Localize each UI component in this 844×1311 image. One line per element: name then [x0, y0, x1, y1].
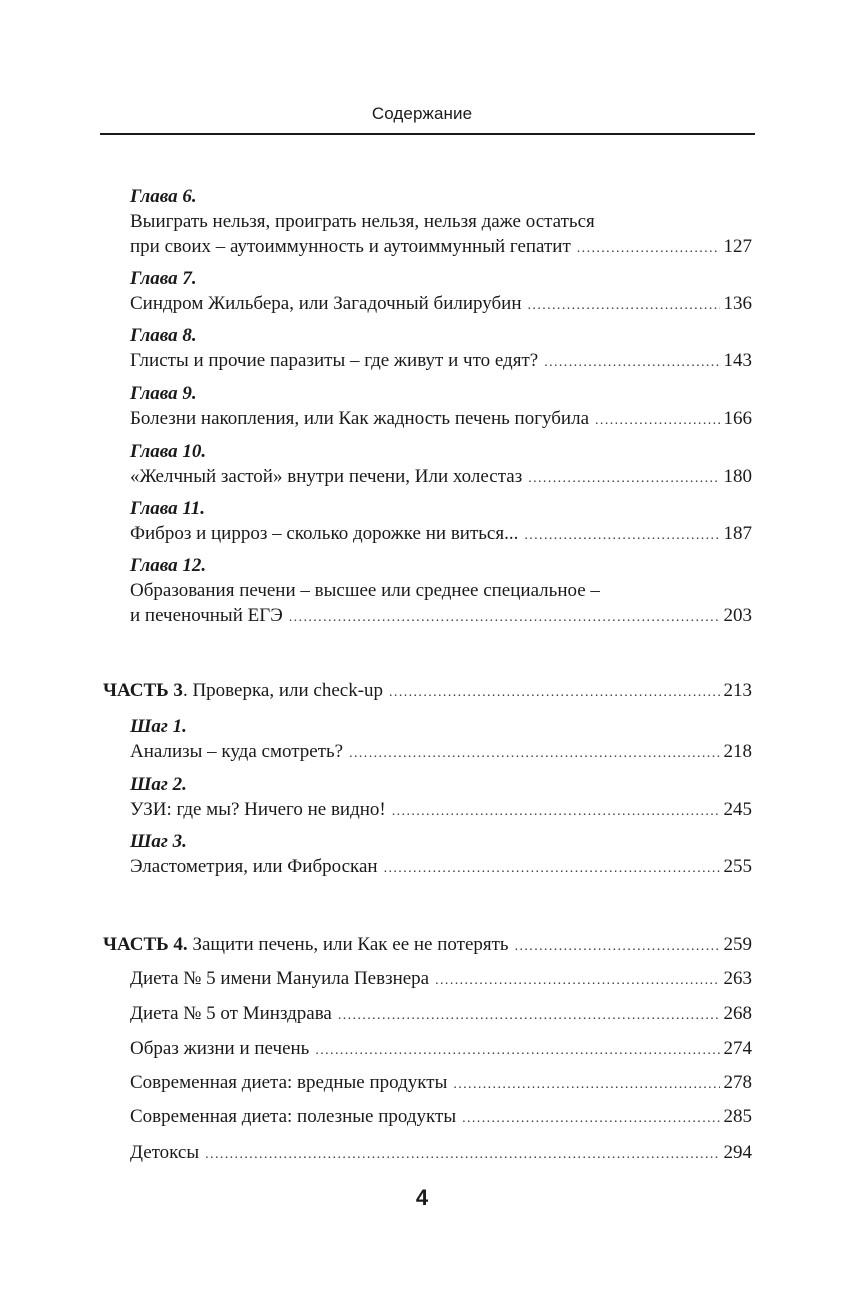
page-ref: 136: [723, 293, 752, 314]
part-title: [103, 932, 509, 957]
toc-entry-detox[interactable]: [130, 1140, 752, 1165]
toc-entry-healthy-products[interactable]: [130, 1104, 752, 1129]
page-ref: 127: [723, 236, 752, 257]
dot-leader: [544, 350, 719, 375]
page-ref: 213: [723, 680, 752, 701]
page-ref: 187: [723, 523, 752, 544]
section-title: Диета № 5 от Минздрава: [130, 1003, 332, 1024]
step-title: УЗИ: где мы? Ничего не видно!: [130, 799, 386, 820]
page-ref: 259: [723, 934, 752, 955]
toc-entry-part-3[interactable]: [103, 678, 752, 703]
toc-entry-chapter-8[interactable]: [130, 323, 752, 373]
dot-leader: [595, 408, 719, 433]
step-label: Шаг 3.: [130, 831, 187, 852]
toc-entry-part-4[interactable]: [103, 932, 752, 957]
dot-leader: [528, 466, 719, 491]
chapter-label: Глава 7.: [130, 268, 197, 289]
section-title: Детоксы: [130, 1142, 200, 1163]
step-title: Анализы – куда смотреть?: [130, 741, 344, 762]
running-header-title: Содержание: [371, 104, 473, 123]
toc-entry-chapter-11[interactable]: [130, 496, 752, 546]
section-title: Современная диета: полезные продукты: [130, 1106, 457, 1127]
chapter-title: Фиброз и цирроз – сколько дорожке ни виться...: [130, 523, 519, 544]
page-ref: 218: [723, 741, 752, 762]
chapter-label: Глава 12.: [130, 555, 207, 576]
step-title: Эластометрия, или Фиброскан: [130, 856, 378, 877]
dot-leader: [384, 856, 720, 881]
chapter-title: Синдром Жильбера, или Загадочный билирубин: [130, 293, 522, 314]
part-label: ЧАСТЬ 3: [103, 680, 183, 701]
dot-leader: [392, 799, 720, 824]
section-title: Диета № 5 имени Мануила Певзнера: [130, 968, 430, 989]
page-ref: 278: [723, 1072, 752, 1093]
dot-leader: [453, 1072, 719, 1097]
chapter-title-line: Образования печени – высшее или среднее специальное –: [130, 580, 600, 601]
toc-entry-chapter-6[interactable]: [130, 184, 752, 259]
toc-entry-lifestyle[interactable]: [130, 1036, 752, 1061]
chapter-title-line: Выиграть нельзя, проиграть нельзя, нельзя даже остаться: [130, 211, 595, 232]
part-title: [103, 678, 383, 703]
part-title-text: Защити печень, или Как ее не потерять: [187, 934, 509, 955]
dot-leader: [289, 605, 720, 630]
page-ref: 274: [723, 1038, 752, 1059]
toc-entry-diet-minzdrav[interactable]: [130, 1001, 752, 1026]
chapter-title: Болезни накопления, или Как жадность печень погубила: [130, 408, 590, 429]
toc-entry-chapter-10[interactable]: [130, 439, 752, 489]
part-title-text: . Проверка, или check-up: [182, 680, 384, 701]
dot-leader: [315, 1038, 719, 1063]
chapter-label: Глава 6.: [130, 186, 197, 207]
page-ref: 203: [723, 605, 752, 626]
part-label: ЧАСТЬ 4.: [103, 934, 188, 955]
dot-leader: [205, 1142, 719, 1167]
toc-entry-step-1[interactable]: [130, 714, 752, 764]
toc-entry-chapter-9[interactable]: [130, 381, 752, 431]
chapter-label: Глава 9.: [130, 383, 197, 404]
toc-entry-step-2[interactable]: [130, 772, 752, 822]
page-ref: 285: [723, 1106, 752, 1127]
step-label: Шаг 1.: [130, 716, 187, 737]
step-label: Шаг 2.: [130, 774, 187, 795]
page-ref: 166: [723, 408, 752, 429]
page-ref: 294: [723, 1142, 752, 1163]
page-ref: 143: [723, 350, 752, 371]
dot-leader: [435, 968, 719, 993]
toc-entry-chapter-7[interactable]: [130, 266, 752, 316]
toc-entry-diet-pevzner[interactable]: [130, 966, 752, 991]
chapter-title: и печеночный ЕГЭ: [130, 605, 283, 626]
section-title: Образ жизни и печень: [130, 1038, 310, 1059]
toc-entry-harmful-products[interactable]: [130, 1070, 752, 1095]
dot-leader: [349, 741, 719, 766]
dot-leader: [462, 1106, 719, 1131]
page-ref: 268: [723, 1003, 752, 1024]
dot-leader: [528, 293, 720, 318]
page-ref: 180: [723, 466, 752, 487]
page-ref: 245: [723, 799, 752, 820]
chapter-title: при своих – аутоиммунность и аутоиммунный гепатит: [130, 236, 571, 257]
chapter-label: Глава 8.: [130, 325, 197, 346]
page-ref: 255: [723, 856, 752, 877]
chapter-title: Глисты и прочие паразиты – где живут и что едят?: [130, 350, 539, 371]
dot-leader: [524, 523, 719, 548]
page-number: 4: [415, 1185, 429, 1210]
chapter-label: Глава 11.: [130, 498, 206, 519]
dot-leader: [338, 1003, 720, 1028]
toc-entry-chapter-12[interactable]: [130, 553, 752, 628]
chapter-title: «Желчный застой» внутри печени, Или холестаз: [130, 466, 523, 487]
page-ref: 263: [723, 968, 752, 989]
dot-leader: [515, 934, 720, 959]
dot-leader: [389, 680, 719, 705]
section-title: Современная диета: вредные продукты: [130, 1072, 448, 1093]
chapter-label: Глава 10.: [130, 441, 207, 462]
toc-entry-step-3[interactable]: [130, 829, 752, 879]
dot-leader: [577, 236, 720, 261]
